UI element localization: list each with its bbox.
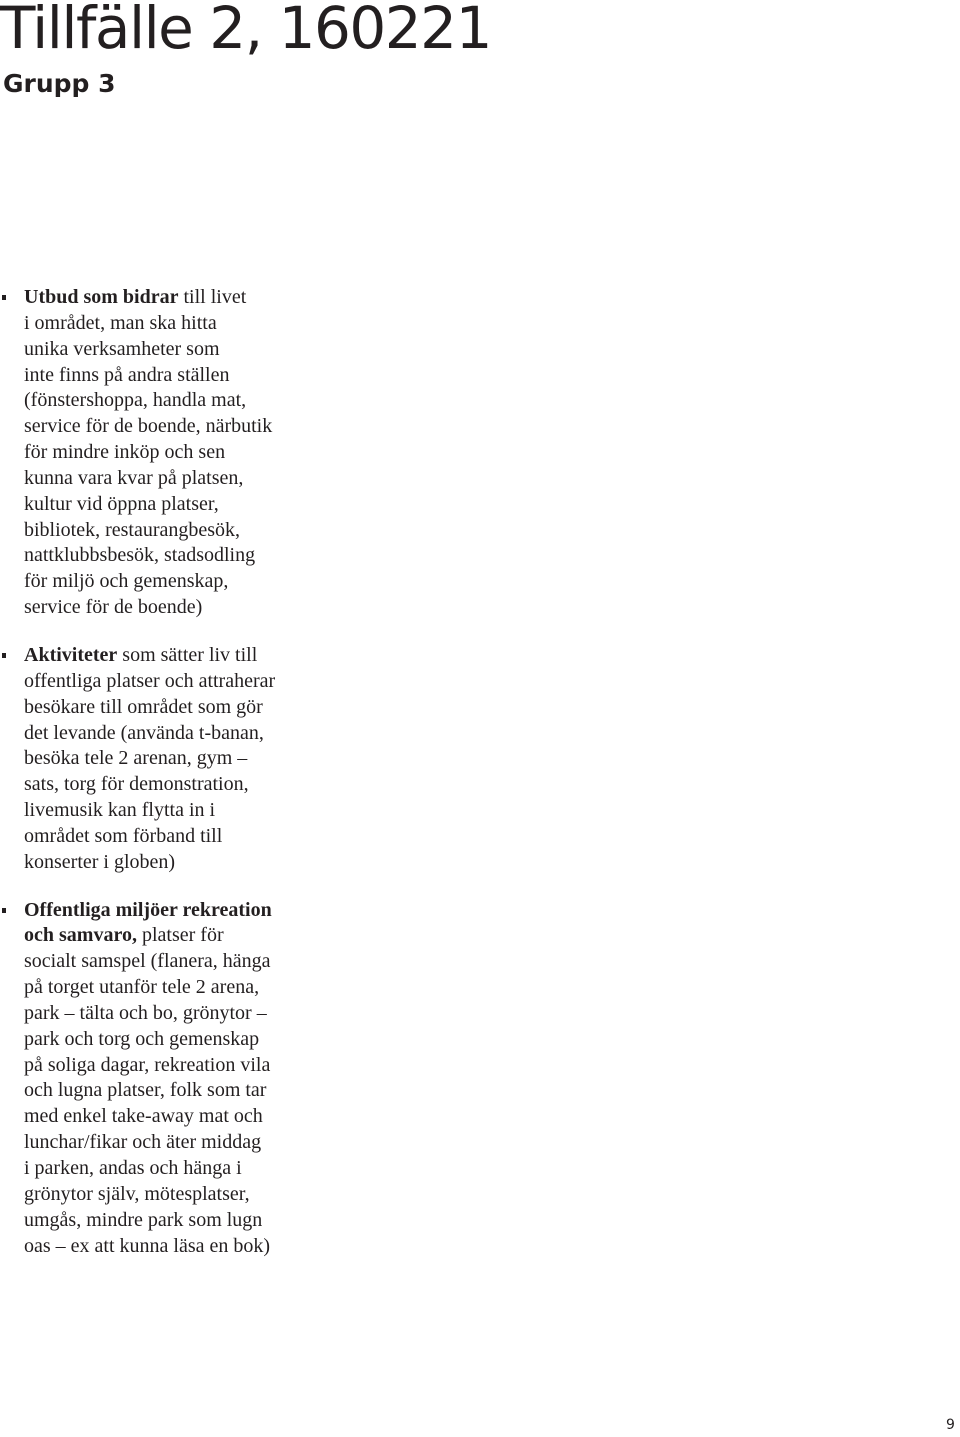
bullet-line bbox=[24, 543, 330, 569]
bullet-line bbox=[24, 414, 330, 440]
bullet-marker-icon bbox=[2, 295, 6, 300]
bullet-text: grönytor själv, mötesplatser, bbox=[24, 1182, 250, 1205]
bullet-text: besöka tele 2 arenan, gym – bbox=[24, 747, 248, 770]
bullet-text: platser för bbox=[136, 924, 224, 947]
bullet-item bbox=[0, 898, 330, 1260]
bullet-text: området som förband till bbox=[24, 824, 223, 847]
bullet-line bbox=[24, 1078, 330, 1104]
bullet-text: för mindre inköp och sen bbox=[24, 441, 226, 464]
bullet-text: service för de boende) bbox=[24, 596, 203, 619]
bullet-line bbox=[24, 798, 330, 824]
bullet-line bbox=[24, 569, 330, 595]
bullet-line bbox=[24, 975, 330, 1001]
bullet-line bbox=[24, 595, 330, 621]
bullet-text: i parken, andas och hänga i bbox=[24, 1157, 242, 1179]
bullet-line bbox=[24, 1156, 330, 1182]
bullet-line bbox=[24, 923, 330, 949]
bullet-line bbox=[24, 643, 330, 669]
bullet-text: på soliga dagar, rekreation vila bbox=[24, 1053, 271, 1076]
bullet-line bbox=[24, 1234, 330, 1260]
bullet-text: på torget utanför tele 2 arena, bbox=[24, 976, 260, 999]
bullet-line bbox=[24, 1027, 330, 1053]
bullet-item bbox=[0, 643, 330, 876]
bullet-line bbox=[24, 363, 330, 389]
bullet-heading: Aktiviteter bbox=[24, 643, 118, 666]
bullet-line bbox=[24, 518, 330, 544]
bullet-text: besökare till området som gör bbox=[24, 695, 263, 718]
bullet-text: och lugna platser, folk som tar bbox=[24, 1079, 267, 1102]
bullet-line bbox=[24, 337, 330, 363]
bullet-line bbox=[24, 311, 330, 337]
bullet-text: konserter i globen) bbox=[24, 850, 176, 873]
bullet-text: nattklubbsbesök, stadsodling bbox=[24, 544, 256, 567]
bullet-text: för miljö och gemenskap, bbox=[24, 570, 229, 593]
bullet-line bbox=[24, 898, 330, 924]
bullet-line bbox=[24, 1208, 330, 1234]
bullet-line bbox=[24, 285, 330, 311]
bullet-text: inte finns på andra ställen bbox=[24, 363, 230, 386]
bullet-text: umgås, mindre park som lugn bbox=[24, 1208, 263, 1231]
bullet-line bbox=[24, 440, 330, 466]
bullet-line bbox=[24, 1001, 330, 1027]
bullet-heading: och samvaro, bbox=[24, 924, 137, 947]
bullet-heading: Offentliga miljöer rekreation bbox=[24, 898, 272, 921]
bullet-line bbox=[24, 1104, 330, 1130]
bullet-line bbox=[24, 669, 330, 695]
bullet-line bbox=[24, 1053, 330, 1079]
bullet-line bbox=[24, 772, 330, 798]
bullet-line bbox=[24, 824, 330, 850]
bullet-marker-icon bbox=[2, 653, 6, 658]
bullet-text: offentliga platser och attraherar bbox=[24, 669, 276, 692]
bullet-text: som sätter liv till bbox=[117, 643, 258, 666]
bullet-text: bibliotek, restaurangbesök, bbox=[24, 518, 241, 541]
bullet-text: livemusik kan flytta in i bbox=[24, 799, 216, 822]
bullet-item bbox=[0, 285, 330, 621]
bullet-text: kultur vid öppna platser, bbox=[24, 492, 219, 515]
bullet-text: kunna vara kvar på platsen, bbox=[24, 466, 244, 489]
bullet-text: det levande (använda t-banan, bbox=[24, 721, 264, 744]
bullet-text: med enkel take-away mat och bbox=[24, 1105, 263, 1128]
bullet-text: service för de boende, närbutik bbox=[24, 415, 273, 438]
page-subtitle: Grupp 3 bbox=[3, 69, 116, 98]
bullet-marker-icon bbox=[2, 908, 6, 913]
bullet-line bbox=[24, 746, 330, 772]
bullet-text: unika verksamheter som bbox=[24, 337, 220, 360]
bullet-text: park och torg och gemenskap bbox=[24, 1027, 260, 1050]
bullet-line bbox=[24, 466, 330, 492]
bullet-text: till livet bbox=[178, 286, 247, 308]
bullet-line bbox=[24, 695, 330, 721]
bullet-line bbox=[24, 492, 330, 518]
page-number: 9 bbox=[946, 1417, 955, 1433]
bullet-text: i området, man ska hitta bbox=[24, 311, 217, 334]
bullet-line bbox=[24, 850, 330, 876]
bullet-line bbox=[24, 388, 330, 414]
bullet-line bbox=[24, 721, 330, 747]
bullet-heading: Utbud som bidrar bbox=[24, 286, 179, 308]
bullet-list bbox=[0, 285, 330, 1281]
bullet-line bbox=[24, 949, 330, 975]
bullet-line bbox=[24, 1182, 330, 1208]
bullet-text: socialt samspel (flanera, hänga bbox=[24, 950, 271, 973]
bullet-line bbox=[24, 1130, 330, 1156]
bullet-text: sats, torg för demonstration, bbox=[24, 773, 249, 796]
bullet-text: lunchar/fikar och äter middag bbox=[24, 1131, 262, 1154]
page-title: Tillfälle 2, 160221 bbox=[0, 0, 491, 62]
bullet-text: (fönstershoppa, handla mat, bbox=[24, 389, 247, 412]
bullet-text: park – tälta och bo, grönytor – bbox=[24, 1001, 267, 1024]
bullet-text: oas – ex att kunna läsa en bok) bbox=[24, 1234, 271, 1257]
